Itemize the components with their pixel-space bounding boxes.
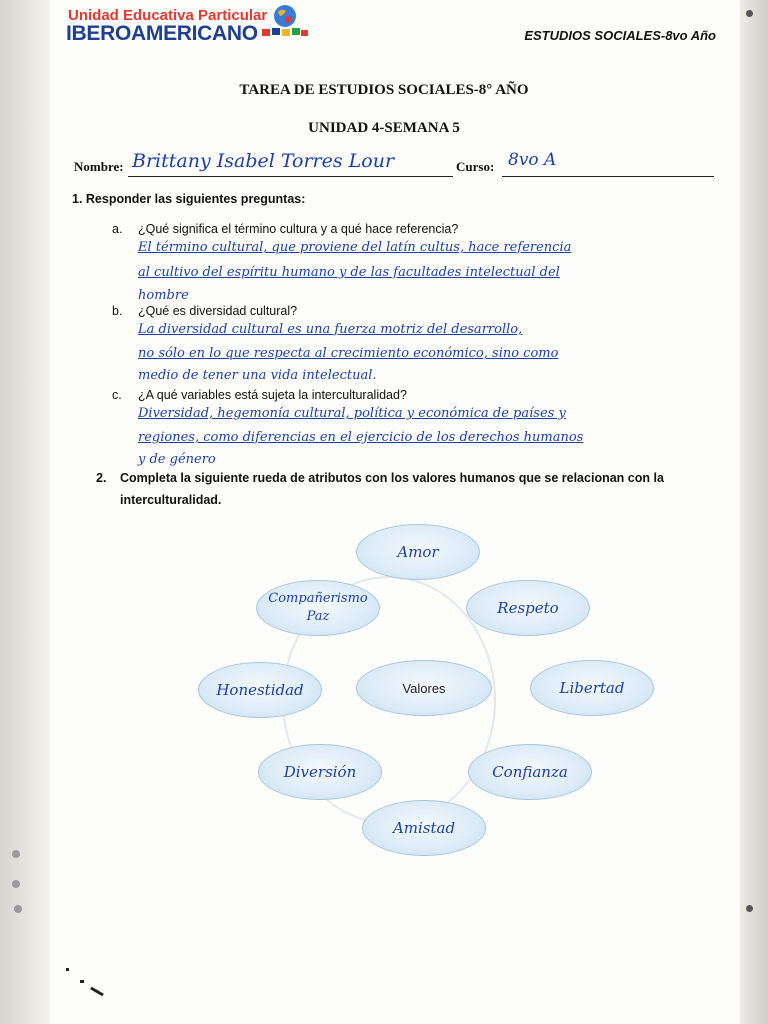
value-amor: Amor <box>397 543 439 561</box>
value-amistad: Amistad <box>392 819 456 837</box>
answer-b-line3: medio de tener una vida intelectual. <box>138 368 377 383</box>
answer-a-line1: El término cultural, que proviene del latín cultus, hace referencia <box>138 240 572 255</box>
answer-c-line2: regiones, como diferencias en el ejercicio de los derechos humanos <box>138 430 584 445</box>
nombre-label: Nombre: <box>74 159 124 174</box>
binder-hole <box>746 905 753 912</box>
binder-hole <box>12 850 20 858</box>
value-oval-bottom <box>362 800 486 856</box>
section2-text-line1: Completa la siguiente rueda de atributos con los valores humanos que se relacionan con la <box>120 471 664 485</box>
section1-heading: 1. Responder las siguientes preguntas: <box>72 192 306 206</box>
unit-title: UNIDAD 4-SEMANA 5 <box>308 120 460 136</box>
value-diversion: Diversión <box>283 763 357 781</box>
flags-icon <box>260 26 310 40</box>
value-oval-right <box>530 660 654 716</box>
value-respeto: Respeto <box>497 599 559 617</box>
value-oval-upper-left <box>256 580 380 636</box>
curso-value: 8vo A <box>508 150 557 170</box>
value-oval-upper-right <box>466 580 590 636</box>
question-a-letter: a. <box>112 222 123 236</box>
nombre-line <box>128 176 453 177</box>
question-c-text: ¿A qué variables está sujeta la interculturalidad? <box>138 388 407 402</box>
value-confianza: Confianza <box>492 763 568 781</box>
value-oval-lower-left <box>258 744 382 800</box>
section2-number: 2. <box>96 471 107 485</box>
value-oval-center <box>356 660 492 716</box>
scan-speck <box>80 980 84 983</box>
answer-b-line1: La diversidad cultural es una fuerza motriz del desarrollo, <box>138 322 523 337</box>
value-libertad: Libertad <box>559 679 625 697</box>
scan-speck <box>66 968 69 971</box>
school-name-line1: Unidad Educativa Particular <box>68 7 268 24</box>
scan-right-edge <box>740 0 768 1024</box>
nombre-value: Brittany Isabel Torres Lour <box>132 150 395 172</box>
subject-header: ESTUDIOS SOCIALES-8vo Año <box>524 28 716 43</box>
value-oval-top <box>356 524 480 580</box>
value-paz: Paz <box>306 609 330 624</box>
scan-left-edge <box>0 0 50 1024</box>
section2-text-line2: interculturalidad. <box>120 493 222 507</box>
answer-c-line1: Diversidad, hegemonía cultural, política y económica de países y <box>138 406 566 421</box>
binder-hole <box>12 880 20 888</box>
binder-hole <box>746 10 753 17</box>
curso-line <box>502 176 714 177</box>
answer-c-line3: y de género <box>138 452 216 467</box>
question-b-letter: b. <box>112 304 123 318</box>
answer-a-line2: al cultivo del espíritu humano y de las facultades intelectual del <box>138 265 560 280</box>
value-companerismo: Compañerismo <box>268 591 368 606</box>
center-label: Valores <box>402 680 446 696</box>
value-oval-left <box>198 662 322 718</box>
answer-a-line3: hombre <box>138 288 189 303</box>
curso-label: Curso: <box>456 159 495 174</box>
value-honestidad: Honestidad <box>216 681 304 699</box>
page-title: TAREA DE ESTUDIOS SOCIALES-8° AÑO <box>239 82 529 98</box>
school-name-line2: IBEROAMERICANO <box>66 22 258 45</box>
question-c-letter: c. <box>112 388 122 402</box>
question-b-text: ¿Qué es diversidad cultural? <box>138 304 298 318</box>
question-a-text: ¿Qué significa el término cultura y a qué hace referencia? <box>138 222 459 236</box>
value-oval-lower-right <box>468 744 592 800</box>
binder-hole <box>14 905 22 913</box>
answer-b-line2: no sólo en lo que respecta al crecimiento económico, sino como <box>138 346 559 361</box>
